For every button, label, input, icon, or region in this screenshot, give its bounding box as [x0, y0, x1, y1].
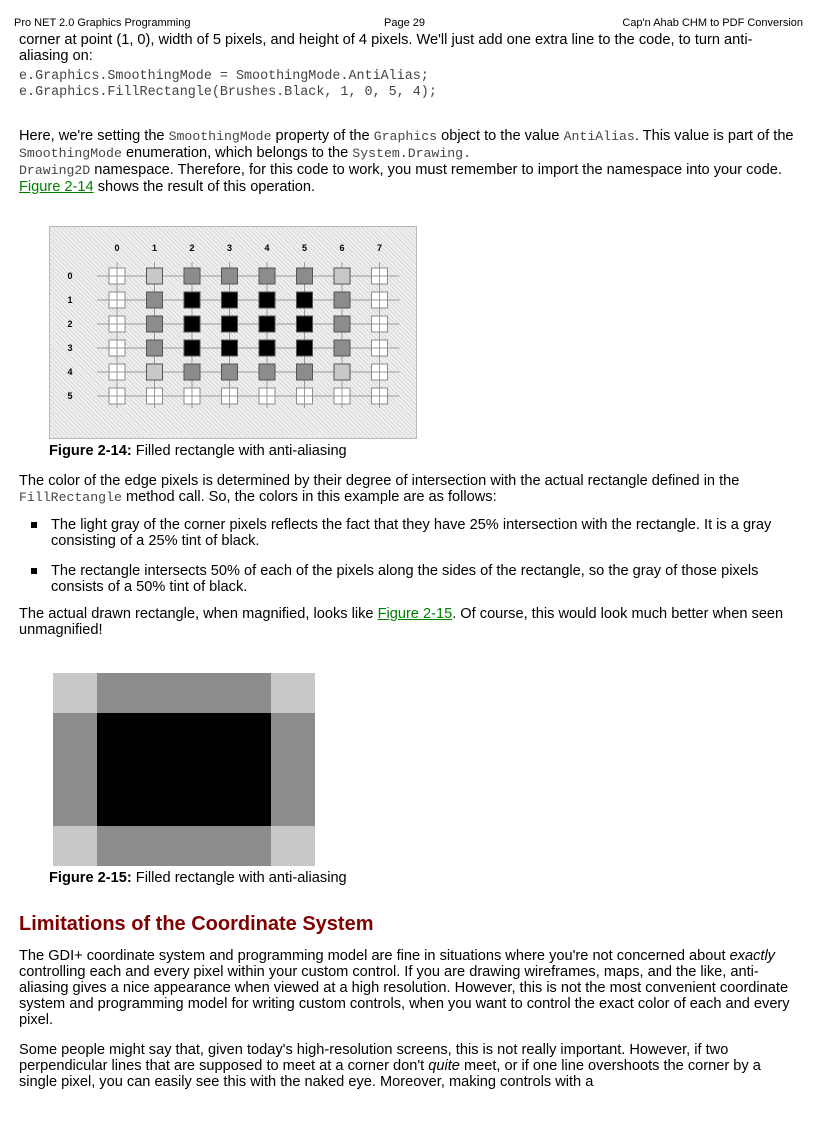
page-content — [19, 32, 795, 1090]
edge-pixel-block — [97, 826, 271, 866]
inline-code: Drawing2D — [19, 163, 91, 178]
pixel-cell — [297, 292, 313, 308]
row-label: 5 — [67, 391, 73, 401]
column-label: 7 — [376, 243, 383, 253]
row-label: 2 — [67, 319, 73, 329]
text: The GDI+ coordinate system and programming model are fine in situations where you're not concerned about — [19, 948, 730, 964]
pixel-cell — [297, 268, 313, 284]
column-label: 5 — [301, 243, 308, 253]
page-header — [14, 17, 804, 31]
section-heading: Limitations of the Coordinate System — [19, 913, 374, 935]
color-list — [19, 517, 795, 595]
pixel-cell — [222, 316, 238, 332]
bullet-icon — [31, 522, 37, 528]
corner-pixel-block — [53, 826, 97, 866]
code-line: e.Graphics.FillRectangle(Brushes.Black, 1, 0, 5, 4); — [19, 85, 437, 100]
inline-code: System.Drawing. — [352, 146, 472, 161]
list-item — [19, 563, 795, 595]
pixel-cell — [184, 292, 200, 308]
pixel-cell — [259, 316, 275, 332]
text: meet, or if one line overshoots the corner by a single pixel, you can easily see this with the naked eye. Moreover, making controls with a — [19, 1058, 761, 1090]
row-label: 3 — [67, 343, 73, 353]
intro-paragraph: corner at point (1, 0), width of 5 pixels, and height of 4 pixels. We'll just add one extra line to the code, to turn anti-aliasing on: — [19, 32, 753, 64]
row-label: 0 — [67, 271, 73, 281]
text: The actual drawn rectangle, when magnified, looks like — [19, 606, 378, 622]
pixel-cell — [222, 364, 238, 380]
pixel-cell — [334, 292, 350, 308]
corner-pixel-block — [271, 673, 315, 713]
caption-label: Figure 2-15: — [49, 870, 132, 886]
inline-code: Graphics — [373, 129, 438, 144]
pixel-cell — [222, 340, 238, 356]
pixel-cell — [147, 364, 163, 380]
emphasis: quite — [428, 1058, 460, 1074]
pixel-cell — [184, 316, 200, 332]
row-label: 1 — [67, 295, 73, 305]
pixel-cell — [147, 316, 163, 332]
pixel-cell — [297, 364, 313, 380]
edge-pixel-block — [53, 713, 97, 826]
figure-2-14-image — [49, 226, 417, 439]
text: enumeration, which belongs to the — [121, 145, 353, 161]
inline-code: SmoothingMode — [168, 129, 272, 144]
code-line: e.Graphics.SmoothingMode = SmoothingMode.AntiAlias; — [19, 69, 429, 84]
edge-pixel-block — [271, 713, 315, 826]
smoothing-paragraph — [19, 128, 795, 195]
figure-2-14-link[interactable]: Figure 2-14 — [19, 179, 94, 195]
bullet-icon — [31, 568, 37, 574]
list-item-text: The rectangle intersects 50% of each of the pixels along the sides of the rectangle, so the gray of those pixels consists of a 50% tint of black. — [51, 563, 759, 595]
magnified-rectangle — [53, 673, 317, 866]
pixel-cell — [184, 340, 200, 356]
pixel-cell — [334, 268, 350, 284]
figure-2-14-caption — [49, 443, 795, 459]
pixel-cell — [334, 340, 350, 356]
code-block — [19, 69, 795, 101]
text: namespace. Therefore, for this code to work, you must remember to import the namespace into your code. — [90, 162, 782, 178]
pixel-cell — [259, 364, 275, 380]
figure-2-15-link[interactable]: Figure 2-15 — [377, 606, 453, 622]
caption-text: Filled rectangle with anti-aliasing — [131, 870, 347, 886]
pixel-grid-diagram — [50, 227, 416, 438]
text: object to the value — [437, 128, 564, 144]
column-label: 6 — [339, 243, 345, 253]
center-pixel-block — [97, 713, 271, 826]
pixel-cell — [184, 268, 200, 284]
column-label: 3 — [226, 243, 233, 253]
limitations-paragraph — [19, 948, 795, 1028]
pixel-cell — [147, 292, 163, 308]
caption-text: Filled rectangle with anti-aliasing — [131, 443, 347, 459]
column-label: 1 — [151, 243, 158, 253]
inline-code: SmoothingMode — [19, 146, 122, 161]
pixel-cell — [334, 316, 350, 332]
magnified-paragraph — [19, 606, 795, 638]
inline-code: FillRectangle — [19, 490, 122, 505]
corner-pixel-block — [271, 826, 315, 866]
pixel-cell — [222, 292, 238, 308]
corner-pixel-block — [53, 673, 97, 713]
caption-label: Figure 2-14: — [49, 443, 132, 459]
pixel-cell — [334, 364, 350, 380]
text: Here, we're setting the — [19, 128, 169, 144]
figure-2-15-caption — [49, 870, 795, 886]
text: . This value is part of the — [634, 128, 794, 144]
pixel-cell — [297, 340, 313, 356]
text: property of the — [271, 128, 374, 144]
column-label: 0 — [114, 243, 120, 253]
emphasis: exactly — [729, 948, 775, 964]
edge-pixel-paragraph — [19, 473, 795, 506]
text: Some people might say that, given today's high-resolution screens, this is not really important. However, if two perpendicular lines that are supposed to meet at a corner don't — [19, 1042, 729, 1074]
column-label: 4 — [264, 243, 270, 253]
text: shows the result of this operation. — [93, 179, 316, 195]
list-item-text: The light gray of the corner pixels reflects the fact that they have 25% intersection with the rectangle. It is a gray consisting of a 25% tint of black. — [51, 517, 772, 549]
pixel-cell — [259, 268, 275, 284]
inline-code: AntiAlias — [563, 129, 635, 144]
text: The color of the edge pixels is determined by their degree of intersection with the actual rectangle defined in the — [19, 473, 740, 489]
edge-pixel-block — [97, 673, 271, 713]
column-label: 2 — [189, 243, 195, 253]
book-title: Pro NET 2.0 Graphics Programming — [14, 17, 191, 29]
resolution-paragraph — [19, 1042, 795, 1090]
figure-2-15-image — [53, 673, 317, 866]
pixel-cell — [184, 364, 200, 380]
text: . Of course, this would look much better when seen unmagnified! — [19, 606, 784, 638]
text: controlling each and every pixel within your custom control. If you are drawing wireframes, maps, and the like, anti-aliasing gives a nice appearance when viewed at a high resolution. However, this is not the most convenient coordinate system and programming model for writing custom controls, when you want to control the exact color of each and every pixel. — [19, 964, 790, 1028]
pixel-cell — [259, 292, 275, 308]
conversion-note: Cap'n Ahab CHM to PDF Conversion — [622, 17, 803, 29]
pixel-cell — [222, 268, 238, 284]
row-label: 4 — [67, 367, 73, 377]
text: method call. So, the colors in this example are as follows: — [121, 489, 497, 505]
list-item — [19, 517, 795, 549]
pixel-cell — [297, 316, 313, 332]
pixel-cell — [147, 340, 163, 356]
pixel-cell — [259, 340, 275, 356]
pixel-cell — [147, 268, 163, 284]
page-number: Page 29 — [384, 17, 425, 29]
